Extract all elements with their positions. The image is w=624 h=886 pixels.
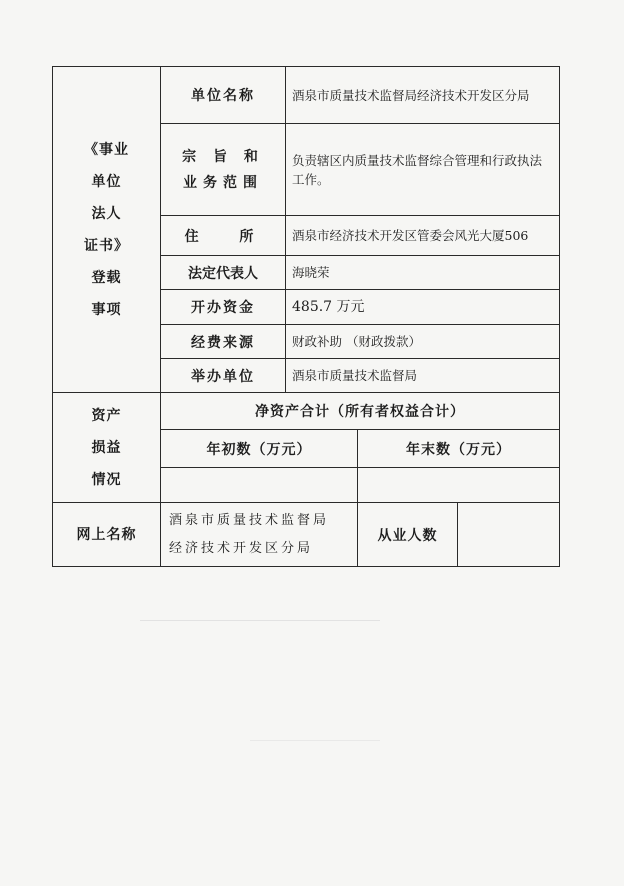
staff-count-value [458, 503, 560, 567]
start-of-year-label: 年初数（万元） [161, 430, 358, 468]
unit-name-value: 酒泉市质量技术监督局经济技术开发区分局 [286, 67, 560, 124]
funds-value: 485.7 万元 [286, 290, 560, 325]
purpose-label-line: 业务范围 [183, 174, 263, 191]
side-line: 《事业 [84, 141, 129, 158]
funds-label: 开办资金 [161, 290, 286, 325]
net-assets-title: 净资产合计（所有者权益合计） [161, 393, 560, 430]
purpose-scope-label [161, 124, 286, 216]
funding-source-label: 经费来源 [161, 325, 286, 359]
registration-table [52, 66, 560, 567]
legal-rep-label: 法定代表人 [161, 256, 286, 290]
online-name-label: 网上名称 [53, 503, 161, 567]
bleed-through-line [250, 740, 380, 741]
side-line: 登载 [91, 269, 122, 286]
funding-source-value: 财政补助 （财政拨款） [286, 325, 560, 359]
sponsor-label: 举办单位 [161, 359, 286, 393]
purpose-scope-value: 负责辖区内质量技术监督综合管理和行政执法工作。 [286, 124, 560, 216]
online-name-value [161, 503, 358, 567]
purpose-label-line: 宗 旨 和 [182, 148, 264, 165]
side-line: 情况 [91, 471, 122, 488]
end-of-year-value [358, 468, 560, 503]
side-line: 资产 [91, 407, 122, 424]
bleed-through-line [140, 620, 380, 621]
registration-items-label [53, 67, 161, 393]
side-line: 事项 [91, 301, 122, 318]
online-name-line: 经济技术开发区分局 [169, 540, 314, 556]
legal-rep-value: 海晓荣 [286, 256, 560, 290]
start-of-year-value [161, 468, 358, 503]
side-line: 损益 [91, 439, 122, 456]
online-name-line: 酒泉市质量技术监督局 [169, 512, 330, 528]
side-line: 法人 [91, 205, 122, 222]
address-label: 住 所 [161, 216, 286, 256]
side-line: 证书》 [84, 237, 129, 254]
sponsor-value: 酒泉市质量技术监督局 [286, 359, 560, 393]
address-value: 酒泉市经济技术开发区管委会风光大厦506 [286, 216, 560, 256]
asset-status-label [53, 393, 161, 503]
staff-count-label: 从业人数 [358, 503, 458, 567]
end-of-year-label: 年末数（万元） [358, 430, 560, 468]
side-line: 单位 [91, 173, 122, 190]
unit-name-label: 单位名称 [161, 67, 286, 124]
